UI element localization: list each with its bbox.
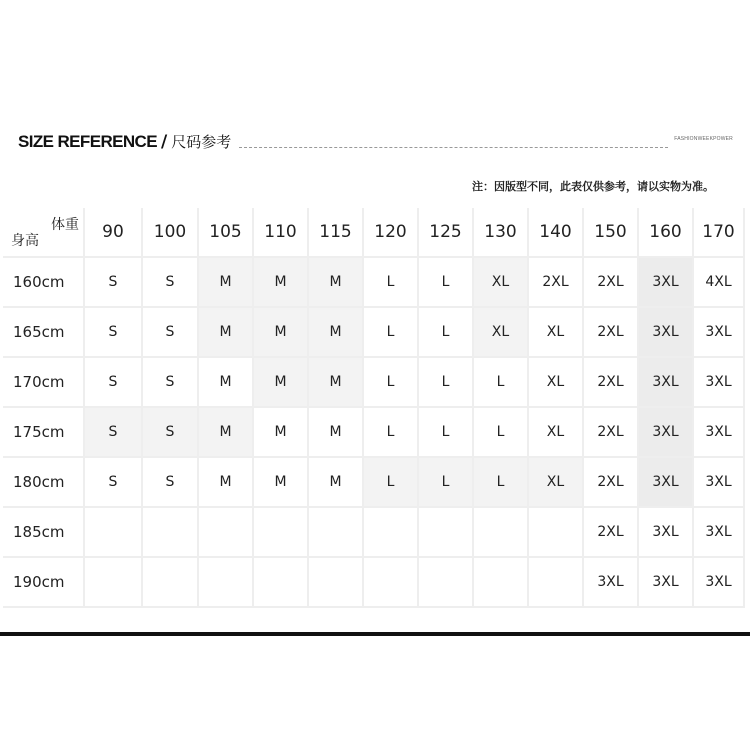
size-cell: M bbox=[254, 358, 309, 408]
size-cell: S bbox=[143, 358, 199, 408]
brand-text: FASHIONWEEKPOWER bbox=[674, 136, 733, 142]
page-header bbox=[18, 126, 733, 152]
weight-header-cell: 115 bbox=[309, 208, 364, 258]
table-row bbox=[3, 308, 745, 358]
weight-header-cell: 170 bbox=[694, 208, 745, 258]
size-cell bbox=[364, 508, 419, 558]
table-row bbox=[3, 558, 745, 608]
size-cell: L bbox=[419, 408, 474, 458]
size-cell: M bbox=[199, 258, 254, 308]
size-cell bbox=[254, 558, 309, 608]
size-cell: 3XL bbox=[694, 358, 745, 408]
corner-weight-label: 体重 bbox=[51, 217, 79, 233]
height-label-cell: 170cm bbox=[3, 358, 85, 408]
weight-header-cell: 150 bbox=[584, 208, 639, 258]
weight-header-cell: 100 bbox=[143, 208, 199, 258]
size-cell: 2XL bbox=[584, 258, 639, 308]
size-cell bbox=[474, 508, 529, 558]
height-label-cell: 185cm bbox=[3, 508, 85, 558]
size-cell: 3XL bbox=[694, 508, 745, 558]
size-cell: L bbox=[419, 308, 474, 358]
height-label-cell: 165cm bbox=[3, 308, 85, 358]
size-cell bbox=[364, 558, 419, 608]
size-cell: 3XL bbox=[639, 508, 694, 558]
weight-header-cell: 130 bbox=[474, 208, 529, 258]
size-cell: XL bbox=[529, 458, 584, 508]
size-table-body bbox=[3, 258, 745, 608]
size-cell bbox=[309, 508, 364, 558]
size-cell: M bbox=[199, 358, 254, 408]
size-cell: 3XL bbox=[694, 308, 745, 358]
weight-header-cell: 120 bbox=[364, 208, 419, 258]
size-cell: XL bbox=[474, 308, 529, 358]
size-cell: S bbox=[85, 408, 143, 458]
size-cell: M bbox=[254, 258, 309, 308]
size-cell: 2XL bbox=[584, 408, 639, 458]
size-cell: M bbox=[309, 408, 364, 458]
size-cell: L bbox=[364, 358, 419, 408]
weight-header-cell: 140 bbox=[529, 208, 584, 258]
size-cell bbox=[143, 508, 199, 558]
size-cell: 3XL bbox=[639, 358, 694, 408]
size-cell bbox=[529, 558, 584, 608]
size-cell: L bbox=[419, 458, 474, 508]
size-cell bbox=[529, 508, 584, 558]
size-cell: L bbox=[474, 358, 529, 408]
size-cell: M bbox=[199, 408, 254, 458]
size-cell: S bbox=[85, 458, 143, 508]
size-cell: 3XL bbox=[694, 458, 745, 508]
size-cell: 3XL bbox=[694, 558, 745, 608]
title-chinese: 尺码参考 bbox=[171, 133, 232, 151]
size-cell: 3XL bbox=[584, 558, 639, 608]
title-english: SIZE REFERENCE bbox=[18, 132, 157, 151]
size-cell: M bbox=[309, 358, 364, 408]
size-cell bbox=[254, 508, 309, 558]
size-cell: M bbox=[254, 458, 309, 508]
table-row bbox=[3, 408, 745, 458]
size-cell: L bbox=[419, 258, 474, 308]
size-cell bbox=[85, 508, 143, 558]
dotted-divider bbox=[239, 146, 668, 148]
table-row bbox=[3, 258, 745, 308]
weight-header-cell: 105 bbox=[199, 208, 254, 258]
size-cell: L bbox=[364, 308, 419, 358]
size-cell: XL bbox=[529, 408, 584, 458]
size-cell: S bbox=[85, 358, 143, 408]
title-separator: / bbox=[160, 132, 168, 152]
size-cell: 3XL bbox=[639, 558, 694, 608]
size-cell bbox=[199, 508, 254, 558]
size-cell bbox=[85, 558, 143, 608]
table-row bbox=[3, 508, 745, 558]
corner-cell bbox=[3, 208, 85, 258]
size-cell: S bbox=[143, 408, 199, 458]
size-cell: S bbox=[143, 308, 199, 358]
size-cell bbox=[199, 558, 254, 608]
size-cell: 2XL bbox=[584, 458, 639, 508]
size-cell: 2XL bbox=[584, 308, 639, 358]
size-cell: S bbox=[143, 458, 199, 508]
size-cell: 3XL bbox=[639, 308, 694, 358]
height-label-cell: 175cm bbox=[3, 408, 85, 458]
weight-header-cell: 125 bbox=[419, 208, 474, 258]
size-cell bbox=[419, 558, 474, 608]
size-cell: 4XL bbox=[694, 258, 745, 308]
size-cell: L bbox=[474, 458, 529, 508]
height-label-cell: 180cm bbox=[3, 458, 85, 508]
size-cell: L bbox=[364, 458, 419, 508]
weight-header-cell: 160 bbox=[639, 208, 694, 258]
size-cell: 2XL bbox=[529, 258, 584, 308]
disclaimer-note: 注：因版型不同，此表仅供参考，请以实物为准。 bbox=[472, 180, 714, 193]
size-cell: M bbox=[309, 258, 364, 308]
size-cell: L bbox=[364, 408, 419, 458]
size-cell bbox=[309, 558, 364, 608]
size-cell: S bbox=[143, 258, 199, 308]
weight-header-cell: 90 bbox=[85, 208, 143, 258]
size-cell bbox=[419, 508, 474, 558]
size-cell: 2XL bbox=[584, 508, 639, 558]
height-label-cell: 160cm bbox=[3, 258, 85, 308]
table-row bbox=[3, 458, 745, 508]
size-cell: L bbox=[419, 358, 474, 408]
size-cell: S bbox=[85, 258, 143, 308]
size-cell: XL bbox=[529, 308, 584, 358]
size-cell: 3XL bbox=[639, 258, 694, 308]
size-cell bbox=[474, 558, 529, 608]
weight-header-cell: 110 bbox=[254, 208, 309, 258]
size-cell: M bbox=[199, 458, 254, 508]
size-cell: L bbox=[364, 258, 419, 308]
size-cell: M bbox=[254, 408, 309, 458]
corner-height-label: 身高 bbox=[11, 233, 39, 249]
weight-header-row bbox=[3, 208, 745, 258]
table-row bbox=[3, 358, 745, 408]
size-cell: XL bbox=[529, 358, 584, 408]
size-cell: XL bbox=[474, 258, 529, 308]
size-cell: M bbox=[309, 458, 364, 508]
size-cell bbox=[143, 558, 199, 608]
bottom-divider bbox=[0, 632, 750, 636]
size-cell: M bbox=[199, 308, 254, 358]
size-cell: M bbox=[309, 308, 364, 358]
size-cell: 3XL bbox=[639, 408, 694, 458]
size-cell: 3XL bbox=[639, 458, 694, 508]
size-cell: M bbox=[254, 308, 309, 358]
size-chart-table bbox=[3, 208, 745, 608]
size-cell: 2XL bbox=[584, 358, 639, 408]
height-label-cell: 190cm bbox=[3, 558, 85, 608]
size-cell: L bbox=[474, 408, 529, 458]
size-cell: 3XL bbox=[694, 408, 745, 458]
size-cell: S bbox=[85, 308, 143, 358]
